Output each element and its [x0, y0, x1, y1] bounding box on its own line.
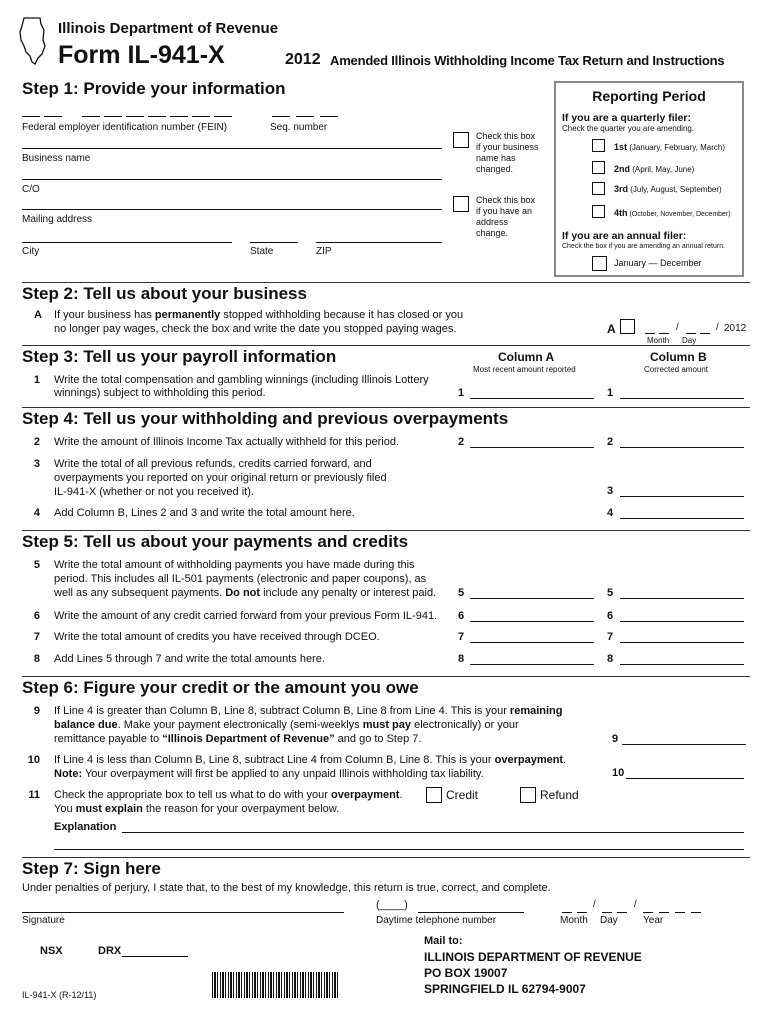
- line7-b-number: 7: [607, 631, 614, 643]
- credit-label: Credit: [446, 788, 479, 802]
- q2-option: 2nd (April, May, June): [614, 164, 695, 174]
- drx-label: DRX: [98, 945, 122, 957]
- column-b-sub: Corrected amount: [644, 365, 709, 374]
- line10-column-b-input[interactable]: [626, 778, 744, 779]
- stopped-day-label: Day: [682, 336, 697, 345]
- co-input[interactable]: [22, 179, 442, 180]
- line11-text2: You must explain the reason for your overpayment below.: [54, 803, 340, 815]
- stopped-year: 2012: [724, 323, 747, 334]
- barcode: [212, 972, 340, 998]
- line6-number: 6: [33, 610, 40, 622]
- name-change-checkbox[interactable]: [453, 132, 469, 148]
- form-revision: IL-941-X (R-12/11): [22, 990, 97, 1000]
- line4-text: Add Column B, Lines 2 and 3 and write the total amount here.: [54, 507, 355, 519]
- reporting-period-title: Reporting Period: [592, 88, 706, 104]
- line9-column-b-input[interactable]: [622, 744, 746, 745]
- drx-input[interactable]: [122, 956, 188, 957]
- explanation-input-line2[interactable]: [54, 849, 744, 850]
- form-title: Amended Illinois Withholding Income Tax Return and Instructions: [330, 53, 725, 68]
- step2-text-line1: If your business has permanently stopped withholding because it has closed or you: [54, 309, 464, 321]
- line1-text2: winnings) subject to withholding this period.: [54, 387, 266, 399]
- line5-column-a-input[interactable]: [470, 598, 594, 599]
- address-change-checkbox[interactable]: [453, 196, 469, 212]
- line3-text2: overpayments you reported on your original return or previously filed: [54, 472, 387, 484]
- line6-column-a-input[interactable]: [470, 621, 594, 622]
- stopped-withholding-checkbox[interactable]: [620, 319, 635, 334]
- explanation-input-line1[interactable]: [122, 832, 744, 833]
- line3-text3: IL-941-X (whether or not you received it).: [54, 486, 254, 498]
- refund-label: Refund: [540, 788, 579, 802]
- line8-number: 8: [33, 653, 40, 665]
- line2-text: Write the amount of Illinois Income Tax actually withheld for this period.: [54, 436, 400, 448]
- line10-b-number: 10: [612, 767, 625, 779]
- line1-number: 1: [33, 374, 40, 386]
- line6-a-number: 6: [458, 610, 465, 622]
- form-year: 2012: [285, 51, 321, 68]
- q4-checkbox[interactable]: [592, 205, 605, 218]
- line3-column-b-input[interactable]: [620, 496, 744, 497]
- line2-a-number: 2: [458, 436, 465, 448]
- line1-column-a-input[interactable]: [470, 398, 594, 399]
- explanation-label: Explanation: [54, 821, 117, 833]
- step6-heading: Step 6: Figure your credit or the amount you owe: [22, 678, 419, 697]
- name-change-text: Check this box if your business name has changed.: [476, 131, 539, 174]
- q4-option: 4th (October, November, December): [614, 208, 731, 218]
- state-label: State: [250, 246, 274, 257]
- line9-number: 9: [33, 705, 40, 717]
- line10-text1: If Line 4 is less than Column B, Line 8, subtract Line 4 from Column B, Line 8. This is your overpayment.: [54, 754, 567, 766]
- annual-heading: If you are an annual filer:: [562, 230, 687, 242]
- zip-input[interactable]: [316, 242, 442, 243]
- line5-text2: period. This includes all IL-501 payments (electronic and paper coupons), as: [54, 573, 427, 585]
- line6-text: Write the amount of any credit carried forward from your previous Form IL-941.: [54, 610, 438, 622]
- q2-checkbox[interactable]: [592, 161, 605, 174]
- line1-a-number: 1: [458, 387, 465, 399]
- q3-option: 3rd (July, August, September): [614, 184, 722, 194]
- signature-label: Signature: [22, 915, 65, 926]
- daytime-phone-label: Daytime telephone number: [376, 915, 497, 926]
- line5-b-number: 5: [607, 587, 614, 599]
- line8-text: Add Lines 5 through 7 and write the total amounts here.: [54, 653, 325, 665]
- line10-number: 10: [27, 754, 40, 766]
- mail-address-line2: PO BOX 19007: [424, 966, 508, 980]
- seq-label: Seq. number: [270, 122, 328, 133]
- line4-b-number: 4: [607, 507, 614, 519]
- quarterly-sub: Check the quarter you are amending.: [562, 124, 695, 133]
- zip-label: ZIP: [316, 246, 332, 257]
- line6-column-b-input[interactable]: [620, 621, 744, 622]
- line9-text3: remittance payable to “Illinois Department of Revenue” and go to Step 7.: [54, 733, 422, 745]
- column-a-sub: Most recent amount reported: [473, 365, 576, 374]
- address-change-text: Check this box if you have an address change.: [476, 195, 536, 238]
- line11-text1: Check the appropriate box to tell us what to do with your overpayment.: [54, 789, 403, 801]
- step2-letter: A: [34, 309, 42, 321]
- illinois-outline-icon: [18, 16, 48, 66]
- line4-number: 4: [33, 507, 40, 519]
- q1-checkbox[interactable]: [592, 139, 605, 152]
- q3-checkbox[interactable]: [592, 182, 605, 195]
- daytime-phone-input[interactable]: [418, 912, 524, 913]
- line7-number: 7: [33, 631, 40, 643]
- step5-heading: Step 5: Tell us about your payments and credits: [22, 532, 409, 551]
- line2-column-a-input[interactable]: [470, 447, 594, 448]
- refund-checkbox[interactable]: [520, 787, 536, 803]
- annual-option: January — December: [614, 258, 702, 268]
- line8-b-number: 8: [607, 653, 614, 665]
- line4-column-b-input[interactable]: [620, 518, 744, 519]
- annual-checkbox[interactable]: [592, 256, 607, 271]
- line2-number: 2: [33, 436, 40, 448]
- mailing-address-input[interactable]: [22, 209, 442, 210]
- line5-text3: well as any subsequent payments. Do not include any penalty or interest paid.: [54, 587, 437, 599]
- phone-area-code: (____): [376, 899, 408, 911]
- line9-text2: balance due. Make your payment electronically (semi-weeklys must pay electronically) or your: [54, 719, 519, 731]
- line3-number: 3: [33, 458, 40, 470]
- fein-label: Federal employer identification number (FEIN): [22, 122, 228, 133]
- mail-address-line3: SPRINGFIELD IL 62794-9007: [424, 982, 586, 996]
- form-number: Form IL-941-X: [58, 41, 225, 69]
- state-input[interactable]: [250, 242, 298, 243]
- line1-column-b-input[interactable]: [620, 398, 744, 399]
- date-day-label: Day: [600, 915, 618, 926]
- line1-text1: Write the total compensation and gambling winnings (including Illinois Lottery: [54, 374, 429, 386]
- line5-text1: Write the total amount of withholding payments you have made during this: [54, 559, 415, 571]
- line9-b-number: 9: [612, 733, 619, 745]
- line3-text1: Write the total of all previous refunds, credits carried forward, and: [54, 458, 372, 470]
- step3-heading: Step 3: Tell us your payroll information: [22, 347, 337, 366]
- column-b-heading: Column B: [650, 350, 707, 364]
- step1-heading: Step 1: Provide your information: [22, 79, 286, 98]
- line8-a-number: 8: [458, 653, 465, 665]
- line11-number: 11: [28, 789, 40, 801]
- signature-input[interactable]: [22, 912, 344, 913]
- line2-b-number: 2: [607, 436, 614, 448]
- step2-heading: Step 2: Tell us about your business: [22, 284, 307, 303]
- annual-sub: Check the box if you are amending an annual return.: [562, 243, 726, 250]
- line7-text: Write the total amount of credits you have received through DCEO.: [54, 631, 380, 643]
- illinois-state-logo: [18, 16, 48, 66]
- stopped-month-label: Month: [647, 336, 670, 345]
- step4-heading: Step 4: Tell us your withholding and previous overpayments: [22, 409, 509, 428]
- co-label: C/O: [22, 184, 40, 195]
- agency-name: Illinois Department of Revenue: [58, 20, 279, 37]
- line5-number: 5: [33, 559, 40, 571]
- line5-a-number: 5: [458, 587, 465, 599]
- date-month-label: Month: [560, 915, 588, 926]
- nsx-label: NSX: [40, 945, 63, 957]
- line9-text1: If Line 4 is greater than Column B, Line 8, subtract Column B, Line 8 from Line 4. This is your remaining: [54, 705, 563, 717]
- line7-column-a-input[interactable]: [470, 642, 594, 643]
- city-input[interactable]: [22, 242, 232, 243]
- line3-b-number: 3: [607, 485, 614, 497]
- date-year-label: Year: [643, 915, 664, 926]
- line5-column-b-input[interactable]: [620, 598, 744, 599]
- q1-option: 1st (January, February, March): [614, 142, 725, 152]
- line7-column-b-input[interactable]: [620, 642, 744, 643]
- line1-b-number: 1: [607, 387, 614, 399]
- business-name-input[interactable]: [22, 148, 442, 149]
- line7-a-number: 7: [458, 631, 465, 643]
- mailing-address-label: Mailing address: [22, 214, 93, 225]
- column-a-heading: Column A: [498, 350, 555, 364]
- quarterly-heading: If you are a quarterly filer:: [562, 112, 691, 124]
- reporting-period-box: [554, 81, 744, 277]
- step7-heading: Step 7: Sign here: [22, 859, 161, 878]
- perjury-statement: Under penalties of perjury, I state that, to the best of my knowledge, this return is true, correct, and complete.: [22, 882, 551, 894]
- line2-column-b-input[interactable]: [620, 447, 744, 448]
- line10-text2: Note: Your overpayment will first be applied to any unpaid Illinois withholding tax liability.: [54, 768, 484, 780]
- mail-to-label: Mail to:: [424, 935, 463, 947]
- step2-text-line2: no longer pay wages, check the box and write the date you stopped paying wages.: [54, 323, 457, 335]
- line6-b-number: 6: [607, 610, 614, 622]
- line8-column-b-input[interactable]: [620, 664, 744, 665]
- credit-checkbox[interactable]: [426, 787, 442, 803]
- mail-address-line1: ILLINOIS DEPARTMENT OF REVENUE: [424, 950, 642, 964]
- line8-column-a-input[interactable]: [470, 664, 594, 665]
- business-name-label: Business name: [22, 153, 91, 164]
- step2-box-label: A: [607, 322, 616, 336]
- city-label: City: [22, 246, 40, 257]
